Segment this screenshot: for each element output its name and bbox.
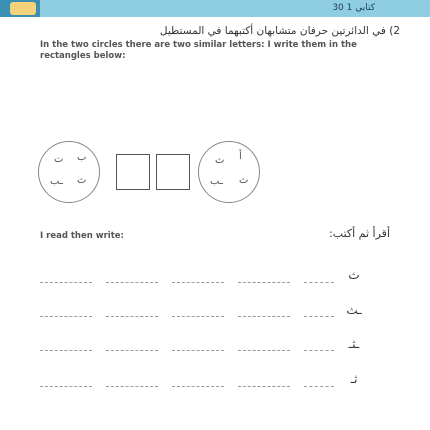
circle-letter: ث bbox=[77, 175, 87, 186]
writing-line[interactable] bbox=[238, 386, 290, 387]
writing-line[interactable] bbox=[106, 282, 158, 283]
row-letter: ـث bbox=[346, 303, 362, 317]
writing-line[interactable] bbox=[172, 386, 224, 387]
row-letter: ـثـ bbox=[348, 337, 360, 351]
writing-line[interactable] bbox=[304, 350, 334, 351]
instruction-arabic: 2) في الدائرتين حرفان متشابهان أكتبهما في المستطيل bbox=[159, 25, 400, 37]
left-letter-circle bbox=[38, 141, 100, 203]
circle-letter: أ bbox=[239, 151, 242, 162]
writing-line[interactable] bbox=[238, 282, 290, 283]
writing-line[interactable] bbox=[238, 316, 290, 317]
writing-line[interactable] bbox=[40, 316, 92, 317]
writing-line[interactable] bbox=[106, 316, 158, 317]
answer-rectangle-1[interactable] bbox=[116, 154, 150, 190]
row-letter: ث bbox=[348, 268, 360, 282]
header-banner bbox=[0, 0, 430, 17]
banner-corner bbox=[0, 0, 40, 17]
circle-letter: ث bbox=[215, 155, 225, 166]
writing-line[interactable] bbox=[40, 386, 92, 387]
writing-line[interactable] bbox=[40, 350, 92, 351]
circle-letter: ـب bbox=[50, 176, 63, 187]
answer-rectangle-2[interactable] bbox=[156, 154, 190, 190]
writing-line[interactable] bbox=[40, 282, 92, 283]
circle-letter: ب bbox=[77, 152, 87, 163]
writing-line[interactable] bbox=[172, 316, 224, 317]
circle-letter: ت bbox=[54, 154, 64, 165]
instruction-english: In the two circles there are two similar letters: I write them in the rectangles below: bbox=[40, 40, 357, 61]
circle-letter: ـب bbox=[210, 176, 223, 187]
writing-line[interactable] bbox=[106, 386, 158, 387]
writing-line[interactable] bbox=[238, 350, 290, 351]
row-letter: ثـ bbox=[350, 372, 358, 386]
read-write-arabic: أقرأ ثم أكتب: bbox=[329, 227, 390, 240]
right-letter-circle bbox=[198, 141, 260, 203]
book-thumbnail-icon bbox=[10, 2, 36, 15]
writing-line[interactable] bbox=[172, 282, 224, 283]
read-write-english: I read then write: bbox=[40, 231, 124, 241]
writing-line[interactable] bbox=[304, 316, 334, 317]
writing-line[interactable] bbox=[106, 350, 158, 351]
writing-line[interactable] bbox=[304, 282, 334, 283]
writing-line[interactable] bbox=[172, 350, 224, 351]
page-label: كتابي 1 30 bbox=[332, 3, 375, 13]
circle-letter: ث bbox=[239, 175, 249, 186]
writing-line[interactable] bbox=[304, 386, 334, 387]
